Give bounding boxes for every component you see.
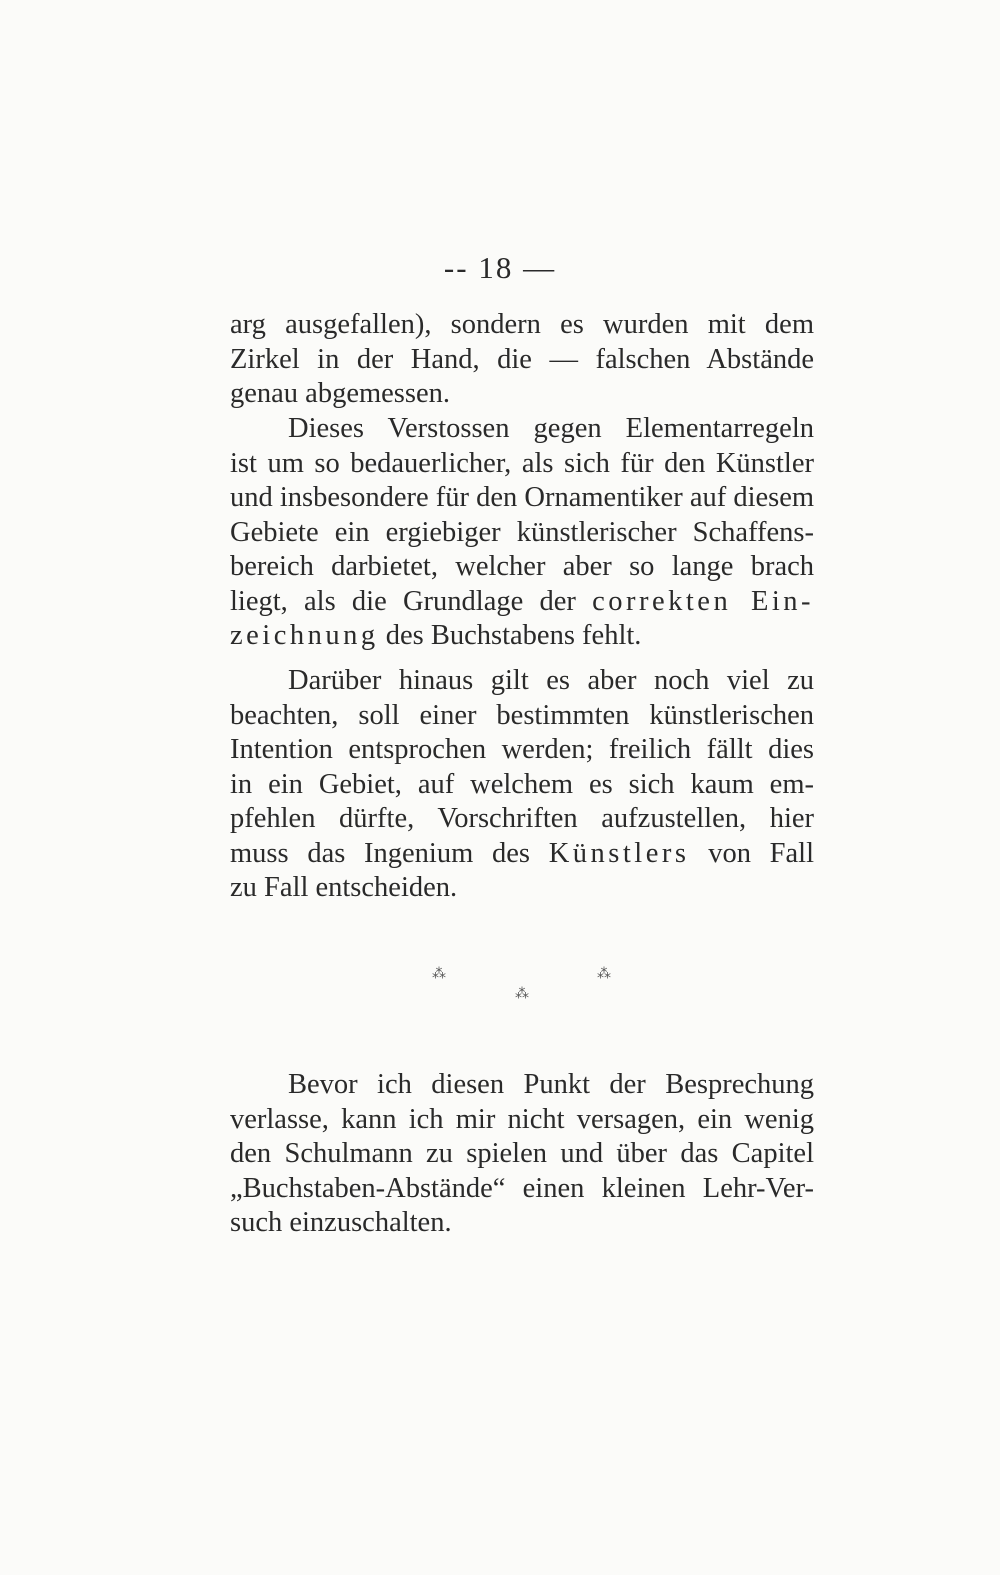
text-run: muss das Ingenium des — [230, 837, 530, 869]
paragraph-3 — [230, 664, 814, 906]
ornament-asterism: ⁂ — [597, 966, 611, 982]
text-line: den Schulmann zu spielen und über das Capitel — [230, 1138, 814, 1169]
text-run: des Buchstabens fehlt. — [385, 620, 642, 651]
emphasis-spaced: Künstlers — [548, 837, 690, 869]
text-run: liegt, als die Grundlage der — [230, 585, 576, 617]
page-number: -- 18 — — [443, 250, 557, 285]
paragraph-2 — [230, 412, 814, 654]
text-line: Darüber hinaus gilt es aber noch viel zu — [288, 665, 814, 696]
text-line: „Buchstaben-Abstände“ einen kleinen Lehr-Ver- — [230, 1172, 814, 1204]
text-line: Zirkel in der Hand, die — falschen Abstände — [230, 343, 814, 375]
emphasis-spaced: correkten Ein- — [592, 585, 815, 617]
text-line: zu Fall entscheiden. — [230, 872, 458, 903]
text-line: beachten, soll einer bestimmten künstlerischen — [230, 699, 814, 731]
text-line: Dieses Verstossen gegen Elementarregeln — [288, 413, 814, 444]
text-line — [230, 837, 814, 872]
text-line: pfehlen dürfte, Vorschriften aufzustellen, hier — [230, 803, 814, 834]
text-line: verlasse, kann ich mir nicht versagen, ein wenig — [230, 1103, 814, 1135]
ornament-asterism: ⁂ — [515, 986, 529, 1002]
text-line: und insbesondere für den Ornamentiker auf diesem — [230, 482, 815, 513]
text-line — [230, 585, 814, 620]
text-line: arg ausgefallen), sondern es wurden mit dem — [230, 309, 814, 340]
paragraph-4 — [230, 1068, 814, 1241]
text-line: genau abgemessen. — [230, 378, 450, 409]
text-line: ist um so bedauerlicher, als sich für den Künstler — [230, 447, 814, 479]
text-line: bereich darbietet, welcher aber so lange brach — [230, 551, 814, 582]
text-line: Bevor ich diesen Punkt der Besprechung — [288, 1069, 814, 1100]
emphasis-spaced: zeichnung — [230, 620, 379, 651]
ornament-asterism: ⁂ — [432, 966, 446, 982]
text-line — [230, 619, 814, 654]
text-run: von Fall — [708, 837, 815, 869]
text-line: Intention entsprochen werden; freilich fällt dies — [230, 734, 814, 765]
text-line: such einzuschalten. — [230, 1207, 452, 1238]
text-line: Gebiete ein ergiebiger künstlerischer Schaffens- — [230, 516, 814, 548]
paragraph-1 — [230, 308, 814, 412]
text-line: in ein Gebiet, auf welchem es sich kaum em- — [230, 768, 814, 800]
